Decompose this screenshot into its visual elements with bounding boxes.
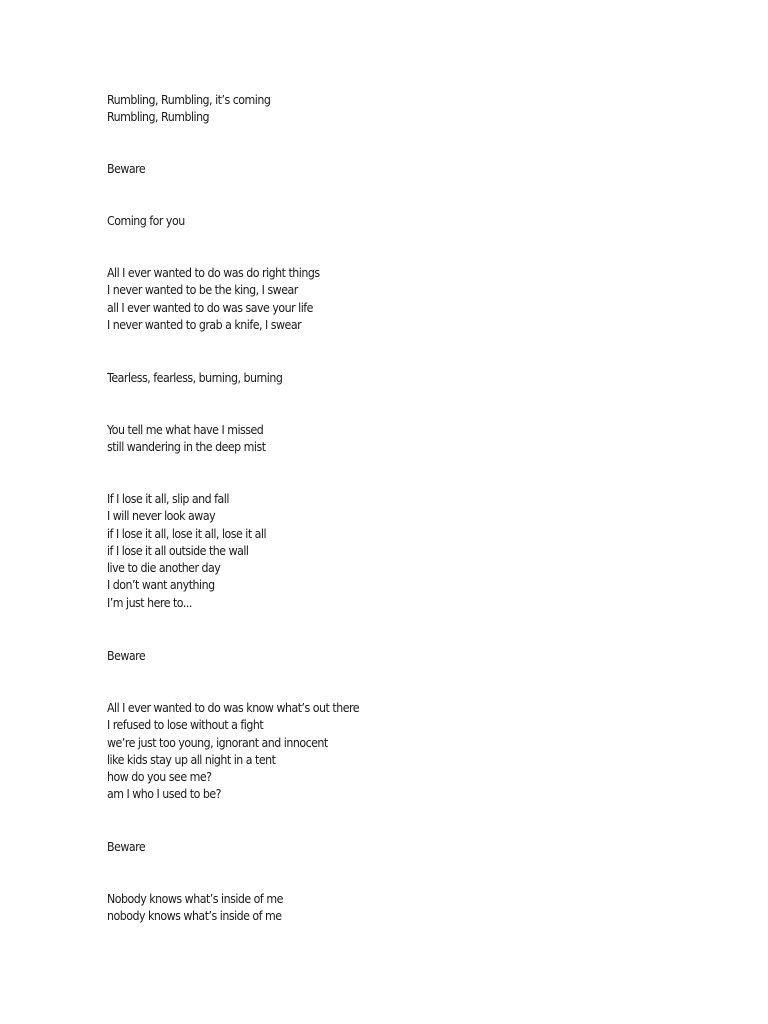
- stanza-5: [107, 370, 298, 387]
- lyric-line: Tearless, fearless, burning, burning: [107, 371, 283, 385]
- lyric-line: Rumbling, Rumbling, it’s coming: [107, 93, 271, 107]
- stanza-2: [107, 161, 149, 178]
- lyric-line: Rumbling, Rumbling: [107, 110, 210, 125]
- lyric-line: I never wanted to be the king, I swear: [107, 283, 298, 298]
- lyric-line: am I who I used to be?: [107, 787, 222, 802]
- lyric-line: Beware: [107, 162, 146, 176]
- lyric-line: I never wanted to grab a knife, I swear: [107, 317, 302, 332]
- lyric-line: I don’t want anything: [107, 578, 215, 593]
- lyric-line: Nobody knows what’s inside of me: [107, 892, 283, 906]
- lyric-line: if I lose it all outside the wall: [107, 543, 249, 558]
- lyric-line: I’m just here to...: [107, 595, 192, 610]
- lyric-line: I refused to lose without a fight: [107, 718, 264, 733]
- lyric-line: we’re just too young, ignorant and innocent: [107, 735, 328, 750]
- lyric-line: all I ever wanted to do was save your life: [107, 300, 313, 315]
- lyric-line: If I lose it all, slip and fall: [107, 492, 229, 506]
- lyric-line: Beware: [107, 649, 146, 663]
- stanza-10: [107, 839, 149, 856]
- lyric-line: if I lose it all, lose it all, lose it all: [107, 526, 267, 541]
- lyric-line: I will never look away: [107, 509, 216, 524]
- stanza-9: [107, 700, 381, 804]
- stanza-7: [107, 491, 280, 612]
- lyric-line: Coming for you: [107, 214, 185, 228]
- stanza-8: [107, 648, 149, 665]
- lyric-line: All I ever wanted to do was do right things: [107, 266, 320, 280]
- stanza-4: [107, 265, 338, 334]
- lyric-line: live to die another day: [107, 561, 221, 576]
- stanza-6: [107, 422, 279, 457]
- lyric-line: nobody knows what’s inside of me: [107, 909, 282, 924]
- lyric-line: still wandering in the deep mist: [107, 440, 266, 455]
- stanza-11: [107, 891, 298, 926]
- lyric-line: like kids stay up all night in a tent: [107, 752, 276, 767]
- lyric-line: how do you see me?: [107, 770, 212, 785]
- lyric-line: You tell me what have I missed: [107, 423, 264, 437]
- stanza-3: [107, 213, 191, 230]
- lyric-line: Beware: [107, 840, 146, 854]
- stanza-1: [107, 92, 285, 127]
- lyric-line: All I ever wanted to do was know what’s out there: [107, 701, 360, 715]
